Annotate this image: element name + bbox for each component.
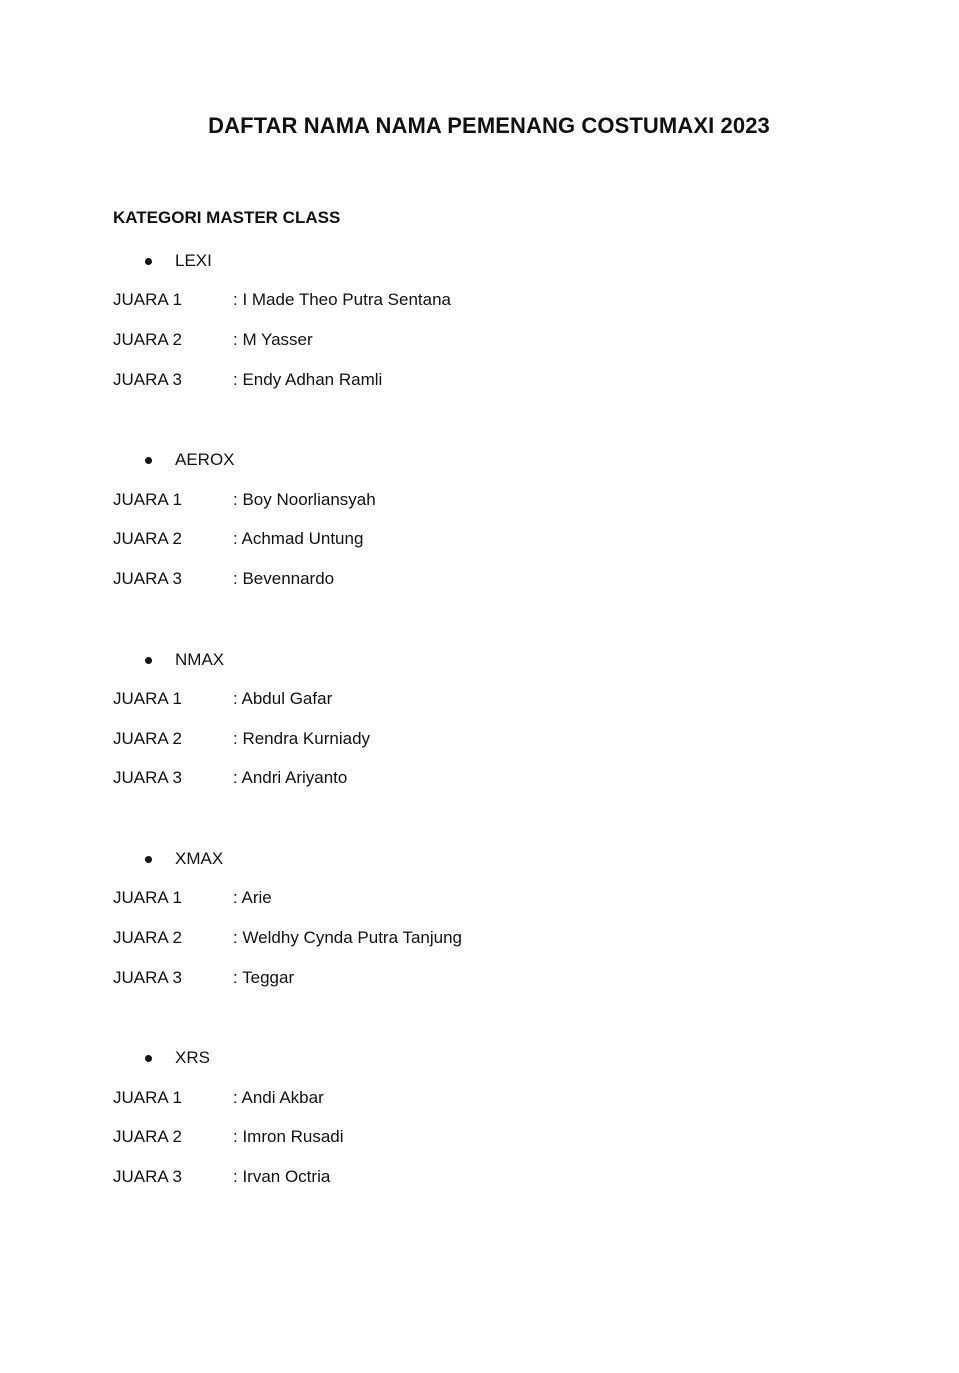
class-bullet-item — [143, 448, 235, 472]
winner-row — [113, 328, 313, 352]
winner-name: : M Yasser — [233, 330, 313, 349]
winner-row — [113, 1086, 324, 1110]
rank-label: JUARA 2 — [113, 330, 182, 349]
bullet-icon — [145, 1055, 152, 1062]
winner-row — [113, 1125, 344, 1149]
winner-row — [113, 488, 376, 512]
winner-row — [113, 687, 332, 711]
rank-label: JUARA 2 — [113, 1127, 182, 1146]
class-bullet-item — [143, 648, 224, 672]
rank-label: JUARA 2 — [113, 928, 182, 947]
winner-name: : Imron Rusadi — [233, 1127, 344, 1146]
class-bullet-item — [143, 249, 212, 273]
document-title: DAFTAR NAMA NAMA PEMENANG COSTUMAXI 2023 — [208, 113, 770, 138]
winner-name: : Teggar — [233, 968, 295, 987]
bullet-icon — [145, 856, 152, 863]
rank-label: JUARA 1 — [113, 490, 182, 509]
winner-name: : Andri Ariyanto — [233, 768, 348, 787]
rank-label: JUARA 1 — [113, 290, 182, 309]
winner-name: : Weldhy Cynda Putra Tanjung — [233, 928, 463, 947]
rank-label: JUARA 1 — [113, 1088, 182, 1107]
bullet-icon — [145, 457, 152, 464]
class-name: XRS — [175, 1048, 210, 1067]
class-name: LEXI — [175, 251, 212, 270]
winner-row — [113, 567, 334, 591]
winner-name: : Achmad Untung — [233, 529, 364, 548]
winner-name: : Abdul Gafar — [233, 689, 333, 708]
winner-name: : Endy Adhan Ramli — [233, 370, 383, 389]
winner-name: : Andi Akbar — [233, 1088, 324, 1107]
rank-label: JUARA 1 — [113, 689, 182, 708]
bullet-icon — [145, 657, 152, 664]
class-name: NMAX — [175, 650, 225, 669]
winner-row — [113, 966, 294, 990]
winner-name: : I Made Theo Putra Sentana — [233, 290, 451, 309]
bullet-icon — [145, 258, 152, 265]
rank-label: JUARA 3 — [113, 1167, 182, 1186]
winner-row — [113, 926, 462, 950]
rank-label: JUARA 3 — [113, 370, 182, 389]
winner-name: : Boy Noorliansyah — [233, 490, 376, 509]
winner-name: : Irvan Octria — [233, 1167, 331, 1186]
class-name: XMAX — [175, 849, 224, 868]
rank-label: JUARA 2 — [113, 729, 182, 748]
rank-label: JUARA 3 — [113, 569, 182, 588]
winner-row — [113, 886, 272, 910]
winner-name: : Bevennardo — [233, 569, 335, 588]
winner-row — [113, 727, 370, 751]
winner-row — [113, 766, 347, 790]
rank-label: JUARA 2 — [113, 529, 182, 548]
winner-name: : Rendra Kurniady — [233, 729, 371, 748]
winner-row — [113, 527, 363, 551]
rank-label: JUARA 1 — [113, 888, 182, 907]
winner-row — [113, 1165, 330, 1189]
class-name: AEROX — [175, 450, 235, 469]
winner-row — [113, 368, 382, 392]
winner-row — [113, 288, 451, 312]
winner-name: : Arie — [233, 888, 272, 907]
category-heading: KATEGORI MASTER CLASS — [113, 208, 341, 227]
rank-label: JUARA 3 — [113, 768, 182, 787]
class-bullet-item — [143, 1046, 210, 1070]
class-bullet-item — [143, 847, 223, 871]
rank-label: JUARA 3 — [113, 968, 182, 987]
